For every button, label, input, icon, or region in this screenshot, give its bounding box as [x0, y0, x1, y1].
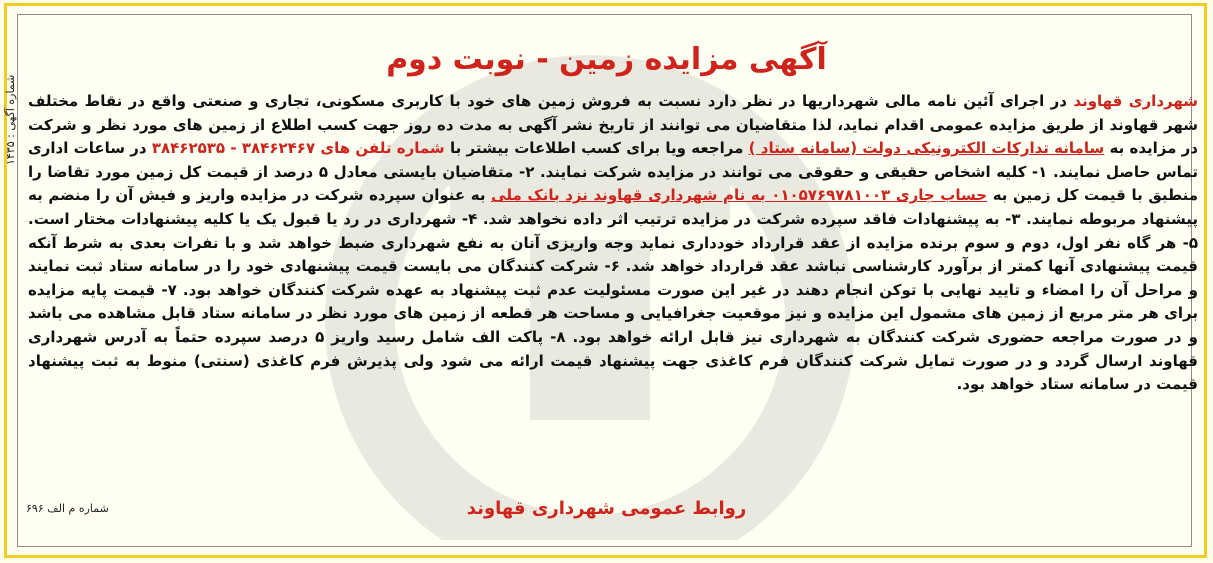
body-text-segment: مراجعه ویا برای کسب اطلاعات بیشتر با [444, 139, 749, 158]
body-text-segment: در اجرای آئین نامه مالی شهرداریها در نظر دارد نسبت به فروش زمین های خود با کاربری مسکونی، تجاری و صنعتی واقع در نقاط مختلف شهر قهاوند از طریق مزایده عمومی اقدام نماید، لذا متقاضیان می توانند از تاریخ نشر آگهی به مدت ده روز جهت کسب اطلاع از زمین های مورد نظر و شرکت در مزایده به [28, 92, 1198, 158]
ad-body [28, 90, 1198, 397]
signature: روابط عمومی شهرداری قهاوند [466, 498, 747, 519]
highlight-text: حساب جاری ۰۱۰۵۷۶۹۷۸۱۰۰۳ به نام شهرداری قهاوند نزد بانک ملی [491, 186, 988, 205]
page-title: آگهی مزایده زمین - نوبت دوم [386, 42, 827, 77]
highlight-text: شهرداری قهاوند [1073, 92, 1199, 110]
highlight-text: شماره تلفن های ۳۸۴۶۲۴۶۷ - ۳۸۴۶۲۵۳۵ [151, 139, 445, 158]
highlight-text: سامانه تدارکات الکترونیکی دولت (سامانه ستاد ) [748, 139, 1105, 158]
ad-number-label: شماره آگهی : ۱۴۳۵ [4, 74, 17, 166]
body-text-segment: به عنوان سپرده شرکت در مزایده واریز و فیش آن را منضم به پیشنهاد مربوطه نمایند. ۳- به پیشنهادات فاقد سپرده شرکت در مزایده ترتیب اثر داده نخواهد شد. ۴- شهرداری در رد یا قبول یک یا کلیه پیشنهادات مختار است. ۵- هر گاه نفر اول، دوم و سوم برنده مزایده از عقد قرارداد خودداری نماید وجه واریزی آنان به نفع شهرداری ضبط خواهد شد و با نفرات بعدی به شرط آنکه قیمت پیشنهادی آنها کمتر از برآورد کارشناسی نباشد عقد قرارداد خواهد شد. ۶- شرکت کنندگان می بایست قیمت پیشنهادی خود را در سامانه ستاد ثبت نمایند و مراحل آن را امضاء و تایید نهایی با توکن انجام دهند در غیر این صورت مسئولیت عدم ثبت پیشنهاد به عهده شرکت کنندگان خواهد بود. ۷- قیمت پایه مزایده برای هر متر مربع از زمین های مشمول این مزایده و نیز موقعیت جغرافیایی و مساحت هر قطعه از زمین های مورد نظر در سامانه ستاد قابل مشاهده می باشد و در صورت مراجعه حضوری شرکت کنندگان به شهرداری نیز قابل ارائه خواهد بود. ۸- پاکت الف شامل رسید واریز ۵ درصد سپرده حتماً به آدرس شهرداری قهاوند ارسال گردد و در صورت تمایل شرکت کنندگان فرم کاغذی جهت پیشنهاد قیمت ارائه می شود ولی پذیرش فرم کاغذی (سنتی) منوط به ثبت پیشنهاد قیمت در سامانه ستاد خواهد بود. [28, 186, 1199, 394]
body-text-segment: در ساعات اداری تماس حاصل نمایند. ۱- کلیه اشخاص حقیقی و حقوقی می توانند در مزایده شرکت نمایند. ۲- متقاضیان بایستی معادل ۵ درصد از قیمت کل زمین مورد تقاضا را منطبق با قیمت کل زمین به [28, 139, 1198, 205]
ad-code: شماره م الف ۶۹۶ [26, 502, 109, 515]
